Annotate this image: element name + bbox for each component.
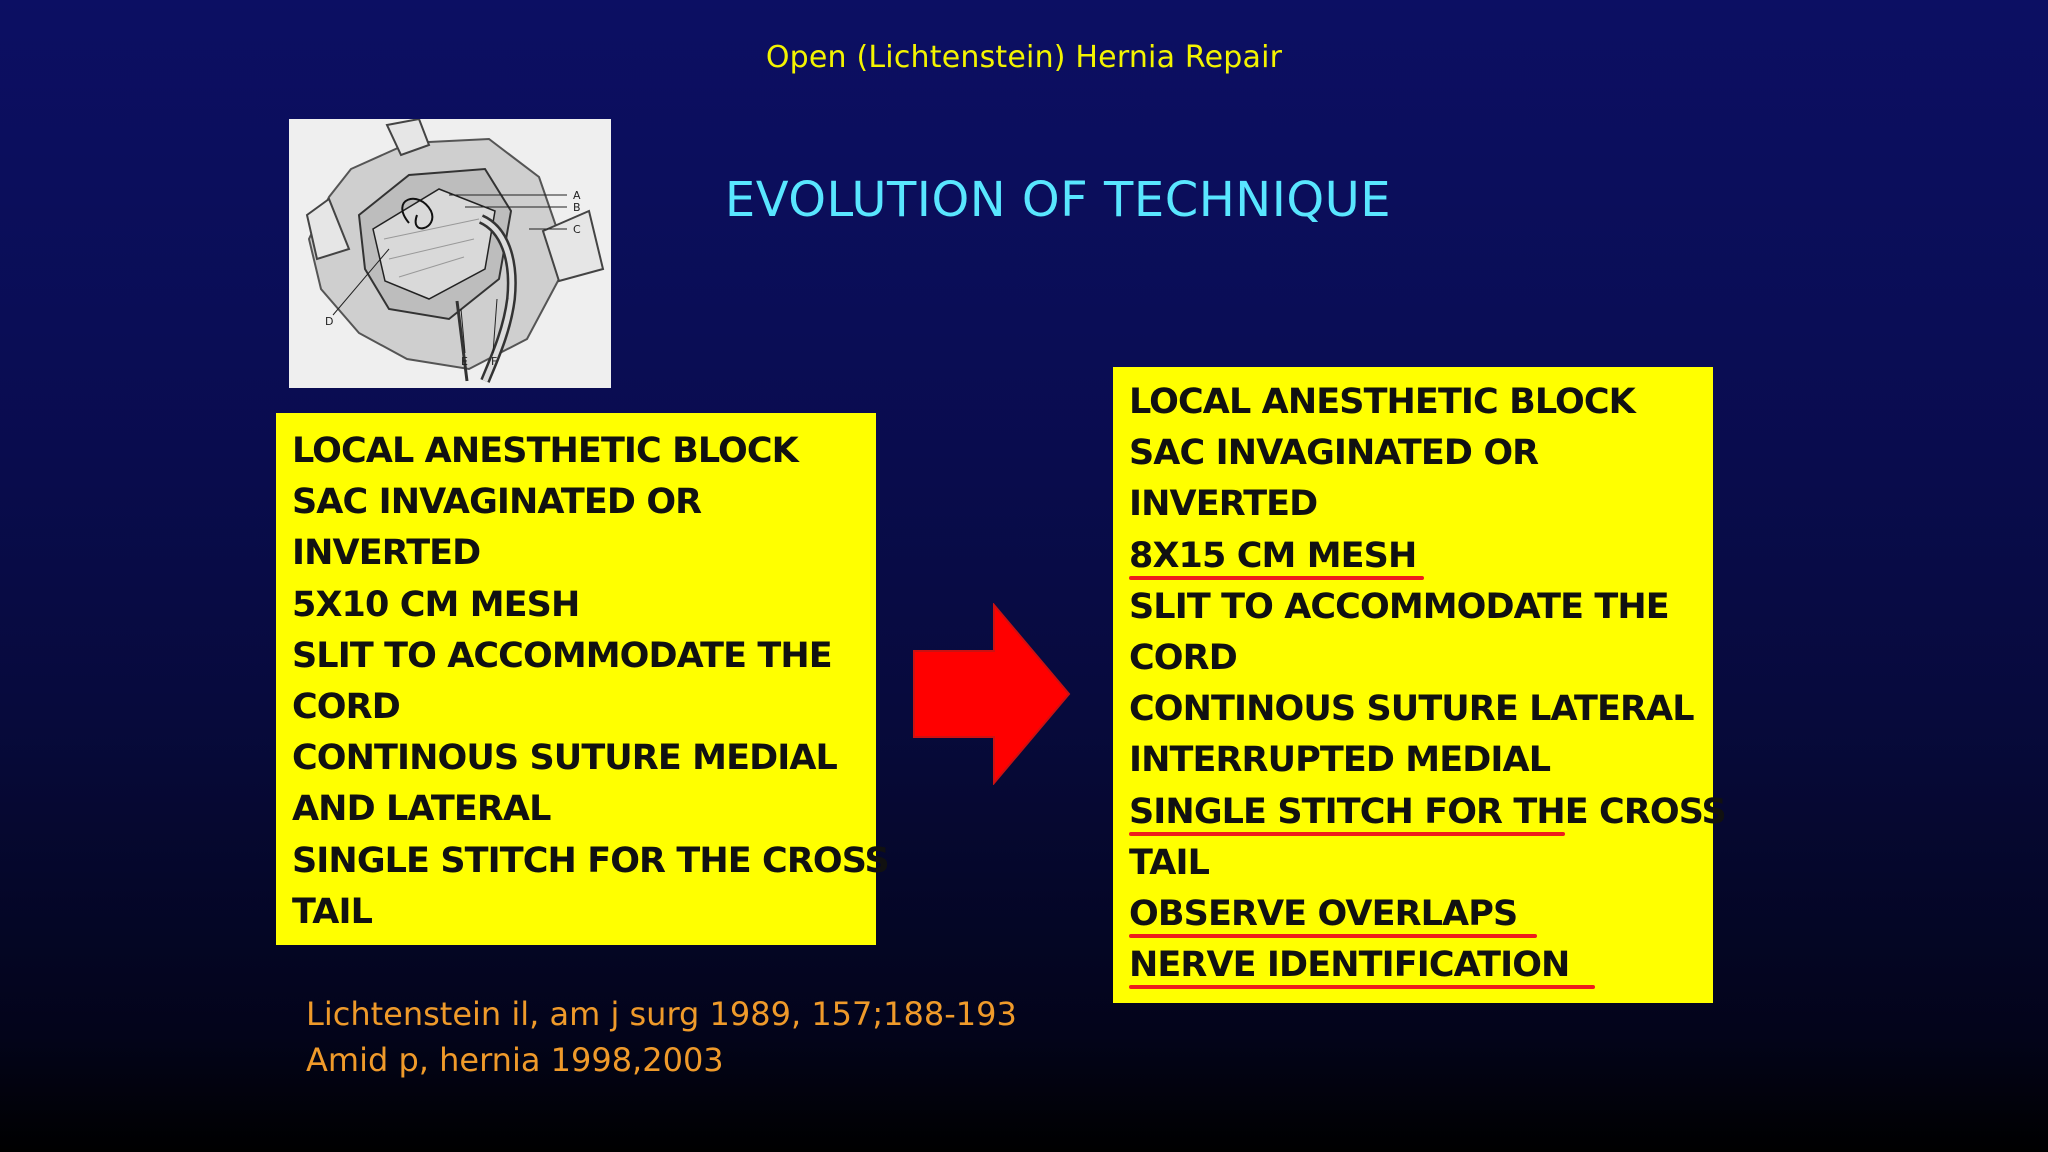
right-box-line-cross-stitch	[1129, 787, 1726, 838]
citation-amid: Amid p, hernia 1998,2003	[306, 1041, 724, 1079]
citation-lichtenstein: Lichtenstein il, am j surg 1989, 157;188-193	[306, 995, 1017, 1033]
red-underline	[1129, 576, 1424, 580]
right-box-line: TAIL	[1129, 842, 1209, 883]
right-box-line-text: OBSERVE OVERLAPS	[1129, 893, 1518, 934]
right-box-line-mesh	[1129, 531, 1713, 582]
left-box-line: 5X10 CM MESH	[292, 584, 580, 625]
right-box-line-text: SINGLE STITCH FOR THE CROSS	[1129, 791, 1726, 832]
right-box-line: SLIT TO ACCOMMODATE THE	[1129, 586, 1669, 627]
right-box-line-nerve	[1129, 940, 1713, 991]
original-technique-box	[276, 413, 889, 945]
right-box-line-text: 8X15 CM MESH	[1129, 535, 1417, 576]
red-underline	[1129, 934, 1537, 938]
left-box-line: TAIL	[292, 891, 372, 932]
right-box-line: SAC INVAGINATED OR	[1129, 433, 1539, 474]
surgical-illustration-icon	[289, 119, 611, 388]
figure-label-f: F	[491, 355, 498, 368]
left-box-line: CORD	[292, 686, 400, 727]
right-box-line: CONTINOUS SUTURE LATERAL	[1129, 689, 1694, 730]
figure-label-b: B	[573, 201, 581, 214]
figure-label-d: D	[325, 315, 334, 328]
left-box-line: INVERTED	[292, 533, 481, 574]
right-box-line-overlaps	[1129, 889, 1713, 940]
left-box-line: CONTINOUS SUTURE MEDIAL	[292, 738, 837, 779]
citations	[306, 991, 1017, 1083]
left-box-line: AND LATERAL	[292, 789, 551, 830]
surgical-illustration	[289, 119, 611, 388]
left-box-line: SLIT TO ACCOMMODATE THE	[292, 635, 832, 676]
evolved-technique-box	[1113, 367, 1726, 1003]
right-box-line: LOCAL ANESTHETIC BLOCK	[1129, 382, 1635, 422]
right-box-line: CORD	[1129, 637, 1237, 678]
figure-label-c: C	[573, 223, 581, 236]
slide-title: Open (Lichtenstein) Hernia Repair	[765, 40, 1283, 75]
right-box-line: INTERRUPTED MEDIAL	[1129, 740, 1551, 781]
right-box-line-text: NERVE IDENTIFICATION	[1129, 945, 1570, 986]
red-underline	[1129, 985, 1595, 989]
red-underline	[1129, 832, 1565, 836]
left-box-line: SAC INVAGINATED OR	[292, 482, 702, 523]
left-box-line: SINGLE STITCH FOR THE CROSS	[292, 840, 889, 881]
left-box-line: LOCAL ANESTHETIC BLOCK	[292, 431, 798, 471]
right-box-line: INVERTED	[1129, 484, 1318, 525]
slide-heading: EVOLUTION OF TECHNIQUE	[724, 172, 1392, 228]
right-arrow-icon	[912, 603, 1072, 785]
figure-label-e: E	[461, 355, 468, 368]
figure-label-a: A	[573, 189, 581, 202]
